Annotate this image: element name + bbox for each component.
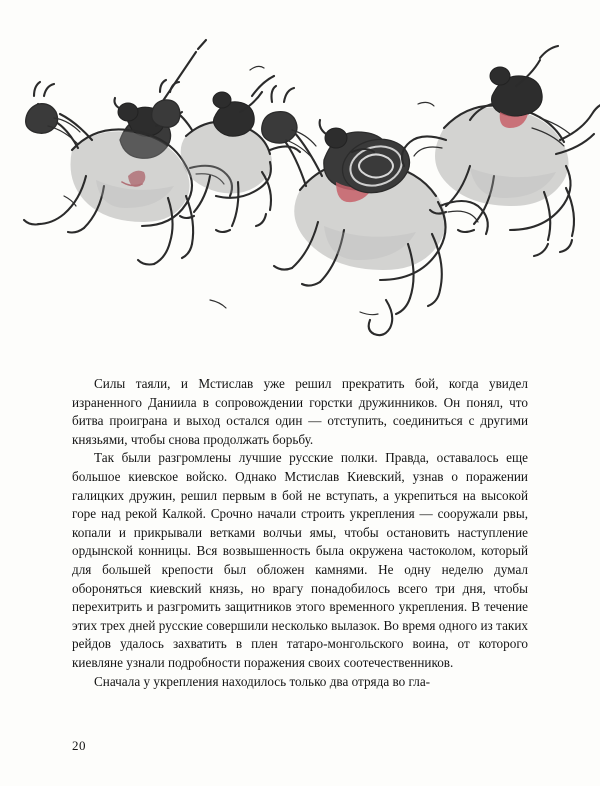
paragraph-1: Силы таяли, и Мстислав уже решил прекратить бой, когда увидел израненного Даниила в сопровождении горстки дружинников. Он понял, что битва проиграна и выход остался один — отступить, соединиться с другими князьями, чтобы снова продолжать борьбу. <box>72 376 528 447</box>
paragraph-3: Сначала у укрепления находилось только два отряда во гла- <box>94 673 431 689</box>
paragraph-2: Так были разгромлены лучшие русские полки. Правда, оставалось еще большое киевское войско. Однако Мстислав Киевский, узнав о поражении галицких дружин, решил первым в бой не вступать, а укрепиться на высокой горе над рекой Калкой. Срочно начали строить укрепления — сооружали рвы, копали и прикрывали ветками волчьи ямы, чтобы остановить наступление ордынской конницы. Вся возвышенность была окружена частоколом, который для большей крепости был обложен камнями. Не одну неделю думал обороняться киевский князь, но врагу понадобилось всего три дня, чтобы перехитрить и разгромить защитников этого временного укрепления. В течение этих трех дней русские совершили несколько вылазок. Во время одного из таких рейдов удалось захватить в плен татаро-монгольского воина, от которого киевляне узнали подробности поражения своих соотечественников. <box>72 450 528 670</box>
body-text <box>72 375 528 691</box>
page-number: 20 <box>72 738 86 753</box>
illustration-battle-scene <box>0 0 600 355</box>
illustration-svg <box>0 0 600 355</box>
